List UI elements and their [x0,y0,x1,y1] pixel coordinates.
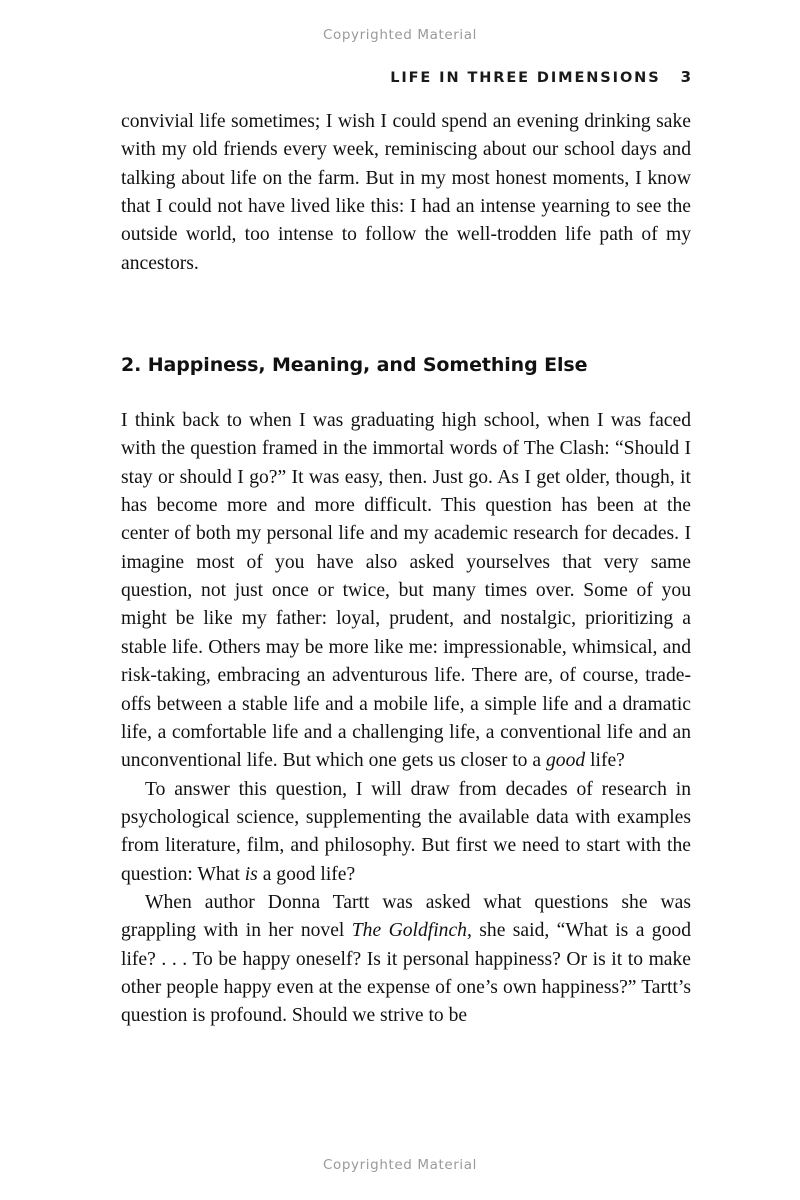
paragraph-research-text-b: a good life? [257,863,356,885]
section-heading: 2. Happiness, Meaning, and Something Else [121,354,588,377]
heading-spacer-above [121,278,691,352]
paragraph-continuation: convivial life sometimes; I wish I could spend an evening drinking sake with my old friends every week, reminiscing about our school days and talking about life on the farm. But in my most honest moments, I know that I could not have lived like this: I had an intense yearning to see the outside world, too intense to follow the well-trodden life path of my ancestors. [121,111,691,274]
paragraph-tartt [121,889,691,1031]
paragraph-research-text-a: To answer this question, I will draw from decades of research in psychological science, supplementing the available data with examples from literature, film, and philosophy. But first we need to start with the question: What [121,778,691,885]
book-title-goldfinch: The Goldfinch, [351,920,472,942]
paragraph-opening-text-a: I think back to when I was graduating high school, when I was faced with the question framed in the immortal words of The Clash: “Should I stay or should I go?” It was easy, then. Just go. As I get older, though, it has become more and more difficult. This question has been at the center of both my personal life and my academic research for decades. I imagine most of you have also asked yourselves that very same question, not just once or twice, but many times over. Some of you might be like my father: loyal, prudent, and nostalgic, prioritizing a stable life. Others may be more like me: impressionable, whimsical, and risk-taking, embracing an adventurous life. There are, of course, trade-offs between a stable life and a mobile life, a simple life and a dramatic life, a comfortable life and a challenging life, a conventional life and an unconventional life. But which one gets us closer to a [121,410,691,772]
paragraph-opening-emphasis: good [545,750,586,772]
text-column [121,108,691,1031]
paragraph-opening [121,407,691,775]
paragraph-tartt-text-b: she said, “What is a good life? . . . To be happy oneself? Is it personal happiness? Or is it to make other people happy even at the expense of one’s own happiness?” Tartt’s question is profound. Should we strive to be [121,920,691,1027]
paragraph-research-emphasis: is [244,863,258,885]
paragraph-research [121,776,691,889]
paragraph-tartt-text-a: When author Donna Tartt was asked what questions she was grappling with in her novel [121,891,691,942]
copyright-watermark-bottom: Copyrighted Material [323,1157,477,1173]
paragraph-opening-text-b: life? [585,750,625,772]
heading-spacer-below [121,378,691,407]
running-head-title: LIFE IN THREE DIMENSIONS [390,70,661,86]
page-number: 3 [680,68,691,86]
running-head [121,68,691,86]
copyright-watermark-top: Copyrighted Material [323,27,477,43]
